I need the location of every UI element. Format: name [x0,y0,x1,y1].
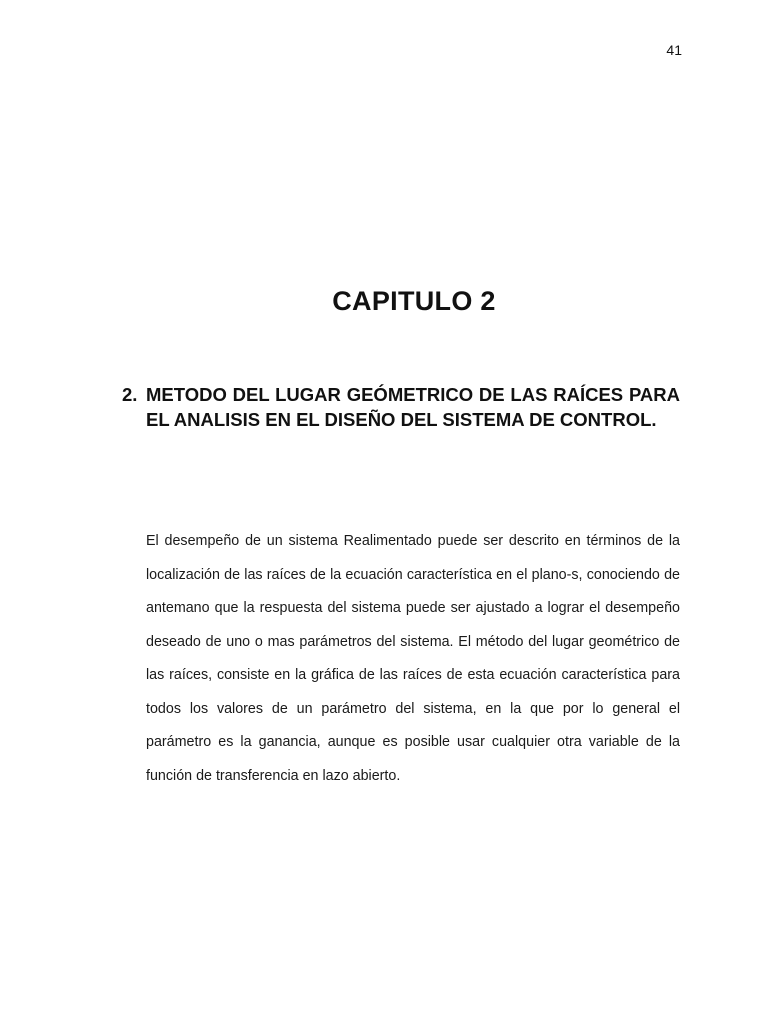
body-paragraph: El desempeño de un sistema Realimentado puede ser descrito en términos de la localización de las raíces de la ecuación característica en el plano-s, conociendo de antemano que la respuesta del sistema puede ser ajustado a lograr el desempeño deseado de uno o mas parámetros del sistema. El método del lugar geométrico de las raíces, consiste en la gráfica de las raíces de esta ecuación característica para todos los valores de un parámetro del sistema, en la que por lo general el parámetro es la ganancia, aunque es posible usar cualquier otra variable de la función de transferencia en lazo abierto. [146,533,680,784]
section-heading [122,382,680,432]
page-number: 41 [666,42,682,58]
section-number: 2. [122,384,138,405]
section-title: METODO DEL LUGAR GEÓMETRICO DE LAS RAÍCES PARA EL ANALISIS EN EL DISEÑO DEL SISTEMA DE CONTROL. [146,384,680,430]
chapter-title: CAPITULO 2 [332,286,496,316]
